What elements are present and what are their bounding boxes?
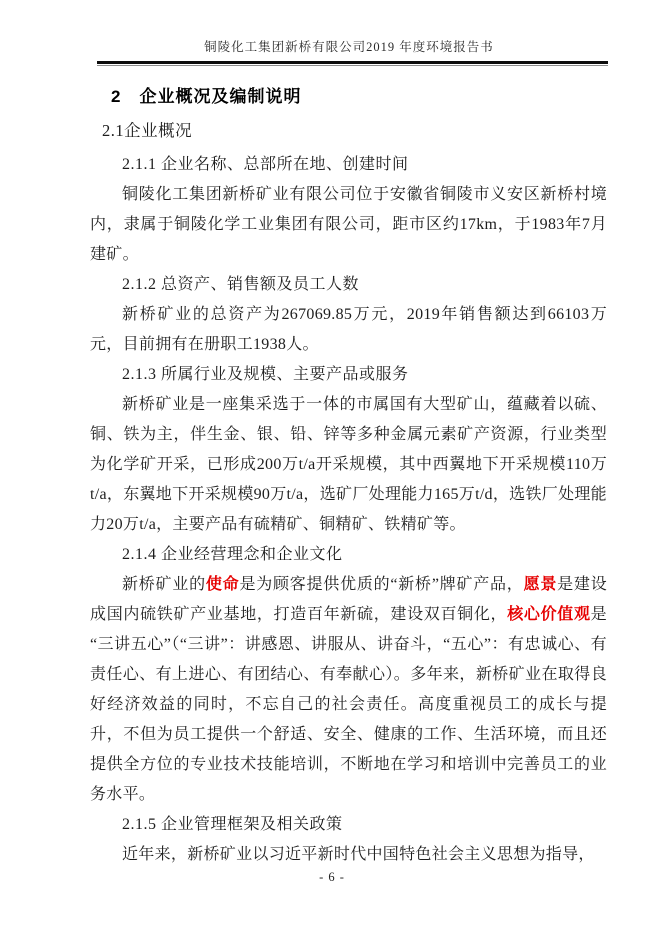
footer-page-number: - 6 - [319, 870, 345, 884]
paragraph-culture [90, 570, 607, 810]
subheading-2-1-1: 2.1.1 企业名称、总部所在地、创建时间 [122, 156, 409, 173]
text-run: 是“三讲五心”（“三讲”：讲感恩、讲服从、讲奋斗，“五心”：有忠诚心、有责任心、有上进心、有团结心、有奉献心）。多年来，新桥矿业在取得良好经济效益的同时，不忘自己的社会责任。高度重视员工的成长与提升，不但为员工提供一个舒适、安全、健康的工作、生活环境，而且还提供全方位的专业技术技能培训，不断地在学习和培训中完善员工的业务水平。 [90, 606, 607, 803]
paragraph-assets-employees: 新桥矿业的总资产为267069.85万元，2019年销售额达到66103万元，目前拥有在册职工1938人。 [90, 306, 607, 353]
page-content [90, 76, 607, 870]
section-heading: 2.1企业概况 [102, 121, 193, 140]
subheading-2-1-3: 2.1.3 所属行业及规模、主要产品或服务 [122, 366, 409, 383]
chapter-heading: 2 企业概况及编制说明 [111, 87, 302, 106]
highlight-vision: 愿景 [523, 576, 558, 593]
paragraph-company-location: 铜陵化工集团新桥矿业有限公司位于安徽省铜陵市义安区新桥村境内，隶属于铜陵化学工业集团有限公司，距市区约17km，于1983年7月建矿。 [90, 186, 607, 263]
highlight-mission: 使命 [205, 576, 240, 593]
subheading-2-1-2: 2.1.2 总资产、销售额及员工人数 [122, 276, 360, 293]
text-run: 新桥矿业的 [122, 576, 206, 593]
paragraph-industry-scale: 新桥矿业是一座集采选于一体的市属国有大型矿山，蕴藏着以硫、铜、铁为主，伴生金、银、铅、锌等多种金属元素矿产资源，行业类型为化学矿开采，已形成200万t/a开采规模，其中西翼地下开采规模110万t/a，东翼地下开采规模90万t/a，选矿厂处理能力165万t/d，选铁厂处理能力20万t/a，主要产品有硫精矿、铜精矿、铁精矿等。 [90, 396, 607, 533]
subheading-2-1-5: 2.1.5 企业管理框架及相关政策 [122, 816, 343, 833]
header-rule [97, 61, 608, 66]
text-run: 是建设成国内硫铁矿产业基地，打造百年新硫，建设双百铜化， [90, 576, 607, 623]
page-header-title: 铜陵化工集团新桥有限公司2019 年度环境报告书 [204, 40, 494, 54]
paragraph-management-framework: 近年来，新桥矿业以习近平新时代中国特色社会主义思想为指导， [122, 846, 595, 863]
text-run: 是为顾客提供优质的“新桥”牌矿产品， [239, 576, 524, 593]
highlight-core-values: 核心价值观 [507, 606, 591, 623]
subheading-2-1-4: 2.1.4 企业经营理念和企业文化 [122, 546, 343, 563]
